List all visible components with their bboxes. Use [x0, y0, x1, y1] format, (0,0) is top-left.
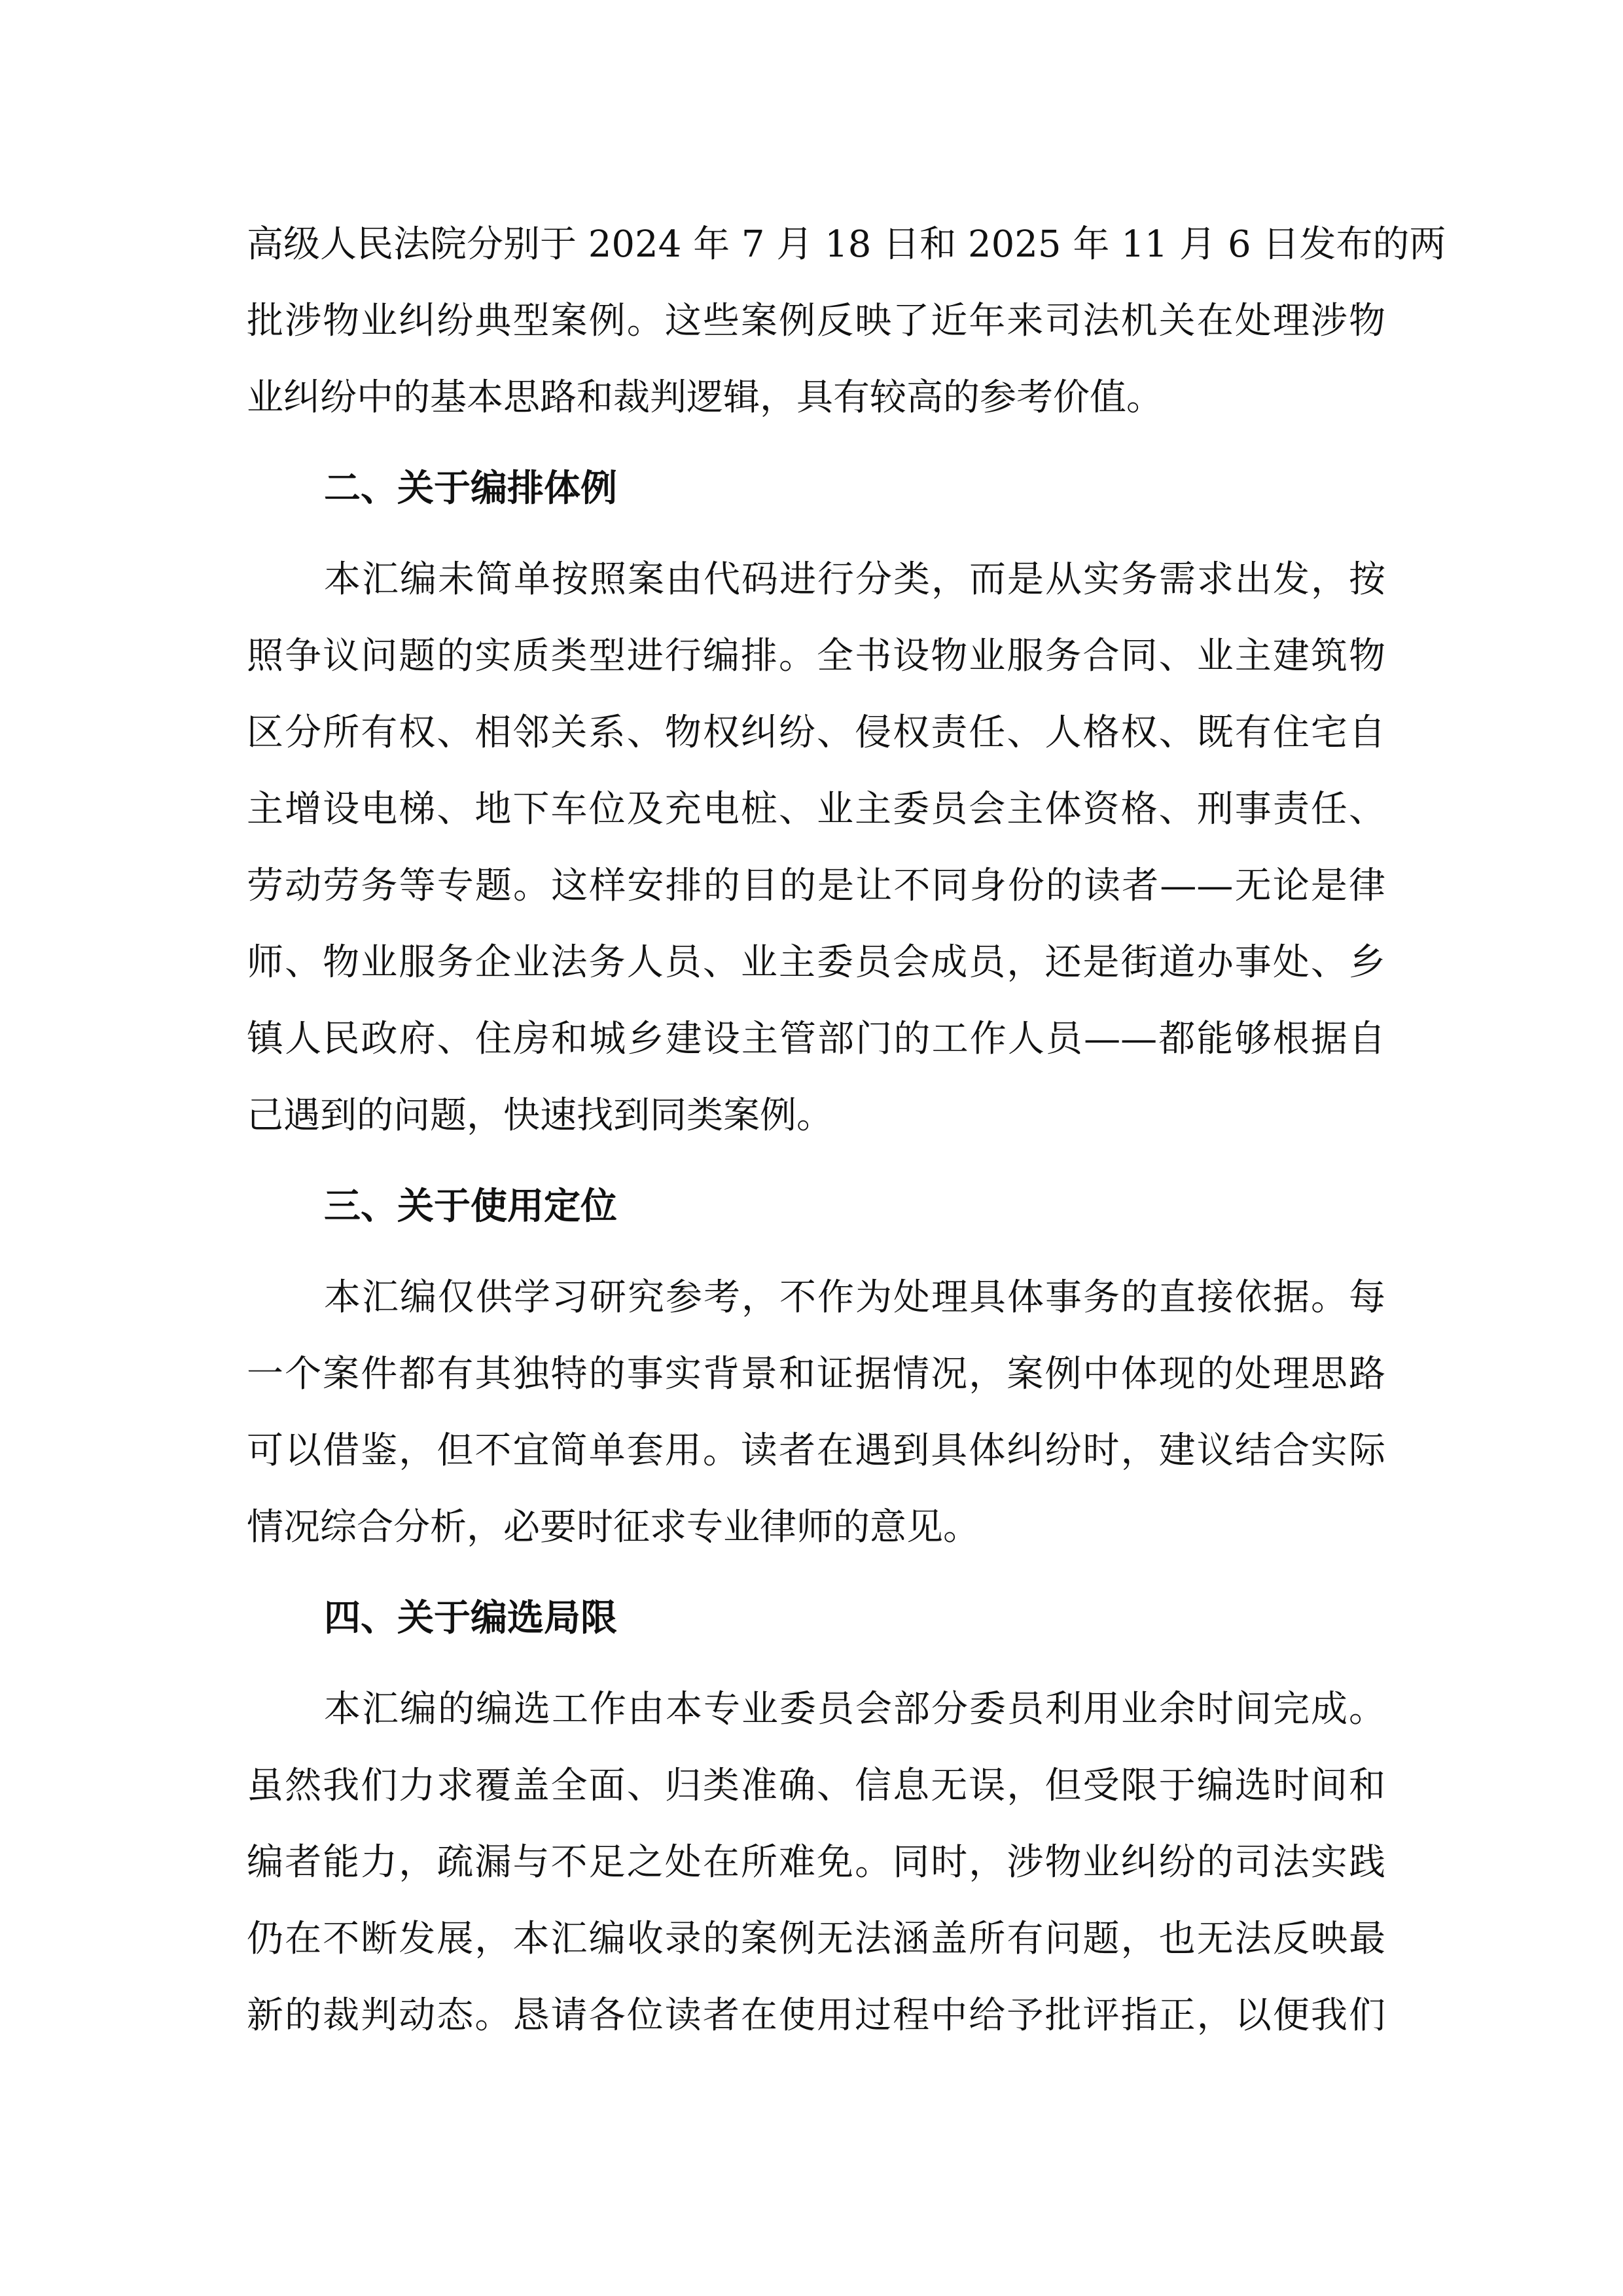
- text-line: 批涉物业纠纷典型案例。这些案例反映了近年来司法机关在处理涉物: [247, 300, 1385, 342]
- text-line: 己遇到的问题，快速找到同类案例。: [247, 1094, 833, 1137]
- text-line: 虽然我们力求覆盖全面、归类准确、信息无误，但受限于编选时间和: [247, 1765, 1385, 1807]
- text-line: 本汇编的编选工作由本专业委员会部分委员利用业余时间完成。: [324, 1688, 1385, 1731]
- text-line: 本汇编仅供学习研究参考，不作为处理具体事务的直接依据。每: [324, 1276, 1385, 1319]
- text-line: 镇人民政府、住房和城乡建设主管部门的工作人员——都能够根据自: [247, 1018, 1385, 1060]
- text-line: 业纠纷中的基本思路和裁判逻辑，具有较高的参考价值。: [247, 376, 1163, 419]
- text-line: 高级人民法院分别于 2024 年 7 月 18 日和 2025 年 11 月 6 日发布的两: [247, 223, 1446, 266]
- section-heading: 二、关于编排体例: [324, 467, 617, 510]
- section-usage: [247, 1168, 1385, 1566]
- section-paragraph: [247, 1671, 1385, 2054]
- text-line: 编者能力，疏漏与不足之处在所难免。同时，涉物业纠纷的司法实践: [247, 1841, 1385, 1884]
- text-line: 劳动劳务等专题。这样安排的目的是让不同身份的读者——无论是律: [247, 865, 1385, 907]
- section-heading: 三、关于使用定位: [324, 1185, 617, 1228]
- text-line: 新的裁判动态。恳请各位读者在使用过程中给予批评指正，以便我们: [247, 1994, 1385, 2037]
- section-limitations: [247, 1580, 1385, 2054]
- intro-paragraph: [247, 206, 1446, 436]
- document-page: [247, 206, 1446, 2054]
- text-line: 本汇编未简单按照案由代码进行分类，而是从实务需求出发，按: [324, 558, 1385, 601]
- text-line: 师、物业服务企业法务人员、业主委员会成员，还是街道办事处、乡: [247, 941, 1385, 984]
- text-line: 可以借鉴，但不宜简单套用。读者在遇到具体纠纷时，建议结合实际: [247, 1429, 1385, 1472]
- section-paragraph: [247, 1259, 1385, 1566]
- section-paragraph: [247, 541, 1385, 1154]
- text-line: 主增设电梯、地下车位及充电桩、业主委员会主体资格、刑事责任、: [247, 788, 1385, 831]
- text-line: 照争议问题的实质类型进行编排。全书设物业服务合同、业主建筑物: [247, 635, 1385, 677]
- text-line: 区分所有权、相邻关系、物权纠纷、侵权责任、人格权、既有住宅自: [247, 711, 1385, 754]
- text-line: 一个案件都有其独特的事实背景和证据情况，案例中体现的处理思路: [247, 1353, 1385, 1395]
- section-layout: [247, 450, 1385, 1154]
- section-heading: 四、关于编选局限: [324, 1596, 617, 1640]
- text-line: 仍在不断发展，本汇编收录的案例无法涵盖所有问题，也无法反映最: [247, 1918, 1385, 1960]
- text-line: 情况综合分析，必要时征求专业律师的意见。: [247, 1506, 980, 1549]
